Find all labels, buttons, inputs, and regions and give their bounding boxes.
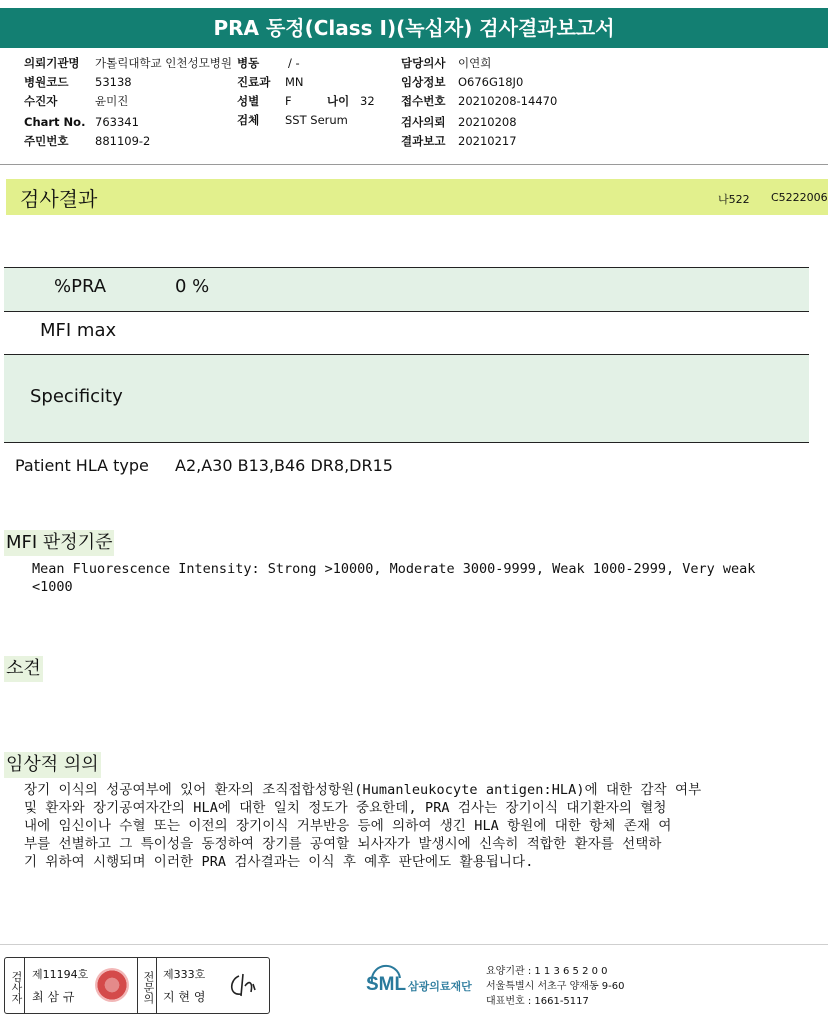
label-ward: 병동 [237, 56, 260, 70]
value-specimen: SST Serum [285, 113, 348, 127]
table-line [4, 442, 809, 443]
value-clinical-info: O676G18J0 [458, 75, 524, 89]
clinical-line: 장기 이식의 성공여부에 있어 환자의 조직접합성항원(Humanleukocyte antigen:HLA)에 대한 감작 여부 [24, 782, 702, 798]
mfi-criteria-heading: MFI 판정기준 [4, 530, 114, 556]
report-title: PRA 동정(Class I)(녹십자) 검사결과보고서 [0, 8, 828, 48]
value-requesting-institution: 가톨릭대학교 인천성모병원 [95, 56, 232, 70]
specialist-name: 지 현 영 [163, 990, 206, 1004]
label-resident-number: 주민번호 [24, 134, 69, 148]
footer-divider [0, 944, 828, 945]
mfi-criteria-line: <1000 [32, 579, 73, 595]
label-doctor: 담당의사 [401, 56, 446, 70]
org-phone: 대표번호 : 1661-5117 [486, 996, 589, 1007]
value-hospital-code: 53138 [95, 75, 132, 89]
header-divider [0, 164, 828, 165]
label-result-report: 결과보고 [401, 134, 446, 148]
hla-type-label: Patient HLA type [15, 456, 149, 475]
signature-box [4, 957, 270, 1014]
label-chart-no: Chart No. [24, 115, 86, 129]
mfi-criteria-line: Mean Fluorescence Intensity: Strong >10000, Moderate 3000-9999, Weak 1000-2999, Very weak [32, 561, 756, 577]
org-name: 삼광의료재단 [408, 980, 472, 993]
examiner-license-no: 제11194호 [32, 968, 89, 981]
label-department: 진료과 [237, 75, 271, 89]
clinical-significance-text [24, 781, 824, 871]
label-clinical-info: 임상정보 [401, 75, 446, 89]
signature-mark [225, 970, 261, 1000]
label-patient-name: 수진자 [24, 94, 58, 108]
seal-stamp [95, 968, 129, 1002]
result-code-1: 나522 [718, 193, 750, 206]
value-patient-name: 윤미진 [95, 94, 129, 108]
table-line [4, 267, 809, 268]
mfi-max-label: MFI max [40, 320, 117, 341]
specialist-license-no: 제333호 [163, 968, 206, 981]
label-specimen: 검체 [237, 113, 260, 127]
clinical-line: 및 환자와 장기공여자간의 HLA에 대한 일치 정도가 중요한데, PRA 검사는 장기이식 대기환자의 혈청 [24, 800, 667, 816]
label-age: 나이 [327, 94, 350, 108]
specificity-row [4, 355, 809, 442]
value-test-request: 20210208 [458, 115, 517, 129]
pra-value: 0 % [175, 276, 210, 297]
org-info [486, 964, 625, 1009]
hla-type-value: A2,A30 B13,B46 DR8,DR15 [175, 456, 393, 475]
org-address: 서울특별시 서초구 양재동 9-60 [486, 981, 625, 992]
care-institution-code: 요양기관 : 1 1 3 6 5 2 0 0 [486, 966, 608, 977]
label-hospital-code: 병원코드 [24, 75, 69, 89]
examiner-label: 검사자 [5, 958, 25, 1013]
table-line [4, 311, 809, 312]
pra-row [4, 268, 809, 311]
pra-label: %PRA [54, 276, 107, 297]
clinical-significance-heading: 임상적 의의 [4, 752, 101, 778]
label-test-request: 검사의뢰 [401, 115, 446, 129]
clinical-line: 부를 선별하고 그 특이성을 동정하여 장기를 공여할 뇌사자가 발생시에 신속히 적합한 환자를 선택하 [24, 836, 662, 852]
result-code-2: C5222006 [771, 191, 828, 204]
value-result-report: 20210217 [458, 134, 517, 148]
value-age: 32 [360, 94, 375, 108]
results-heading: 검사결과 [20, 187, 98, 211]
opinion-heading: 소견 [4, 656, 43, 682]
table-line [4, 354, 809, 355]
sml-logo [366, 964, 482, 1004]
label-receipt-number: 접수번호 [401, 94, 446, 108]
value-doctor: 이연희 [458, 56, 492, 70]
specificity-label: Specificity [30, 386, 123, 407]
label-sex: 성별 [237, 94, 260, 108]
value-chart-no: 763341 [95, 115, 139, 129]
sml-logo-text: SML [366, 974, 407, 995]
value-resident-number: 881109-2 [95, 134, 151, 148]
value-ward: / - [288, 56, 300, 70]
value-department: MN [285, 75, 304, 89]
specialist-label: 전문의 [137, 958, 157, 1013]
value-receipt-number: 20210208-14470 [458, 94, 558, 108]
clinical-line: 기 위하여 시행되며 이러한 PRA 검사결과는 이식 후 예후 판단에도 활용됩니다. [24, 854, 534, 870]
mfi-criteria-text [32, 560, 822, 596]
label-requesting-institution: 의뢰기관명 [24, 56, 80, 70]
clinical-line: 내에 임신이나 수혈 또는 이전의 장기이식 거부반응 등에 의하여 생긴 HLA 항원에 대한 항체 존재 여 [24, 818, 672, 834]
patient-info [0, 54, 828, 154]
value-sex: F [285, 94, 292, 108]
examiner-name: 최 삼 규 [32, 990, 75, 1004]
results-heading-band [6, 179, 828, 215]
